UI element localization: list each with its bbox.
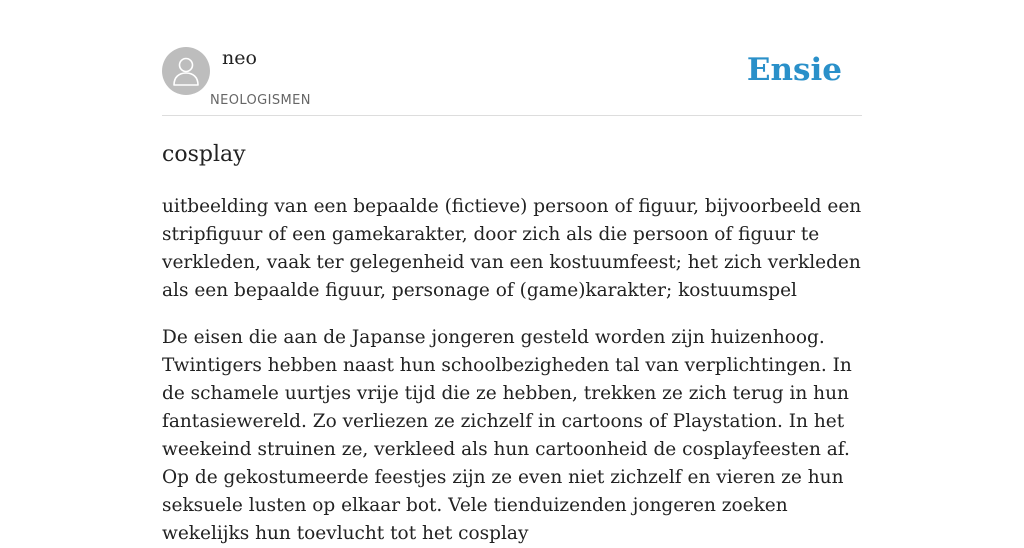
author-name[interactable]: neo xyxy=(222,47,257,69)
entry-header xyxy=(162,0,862,116)
entry-definition: uitbeelding van een bepaalde (fictieve) persoon of figuur, bijvoorbeeld een stripfiguur of een gamekarakter, door zich als die persoon of figuur te verkleden, vaak ter gelegenheid van een kostuumfeest; het zich verkleden als een bepaalde figuur, personage of (game)karakter; kostuumspel xyxy=(162,196,862,301)
user-icon xyxy=(171,55,201,87)
entry-title: cosplay xyxy=(162,142,246,167)
author-subtitle[interactable]: NEOLOGISMEN xyxy=(210,93,311,108)
entry-example: De eisen die aan de Japanse jongeren gesteld worden zijn huizenhoog. Twintigers hebben naast hun schoolbezigheden tal van verplichtingen. In de schamele uurtjes vrije tijd die ze hebben, trekken ze zich terug in hun fantasiewereld. Zo verliezen ze zichzelf in cartoons of Playstation. In het weekeind struinen ze, verkleed als hun cartoonheid de cosplayfeesten af. Op de gekostumeerde feestjes zijn ze even niet zichzelf en vieren ze hun seksuele lusten op elkaar bot. Vele tienduizenden jongeren zoeken wekelijks hun toevlucht tot het cosplay xyxy=(162,327,852,544)
content-container xyxy=(162,0,862,548)
avatar[interactable] xyxy=(162,47,210,95)
ensie-logo[interactable]: Ensie xyxy=(746,52,842,88)
